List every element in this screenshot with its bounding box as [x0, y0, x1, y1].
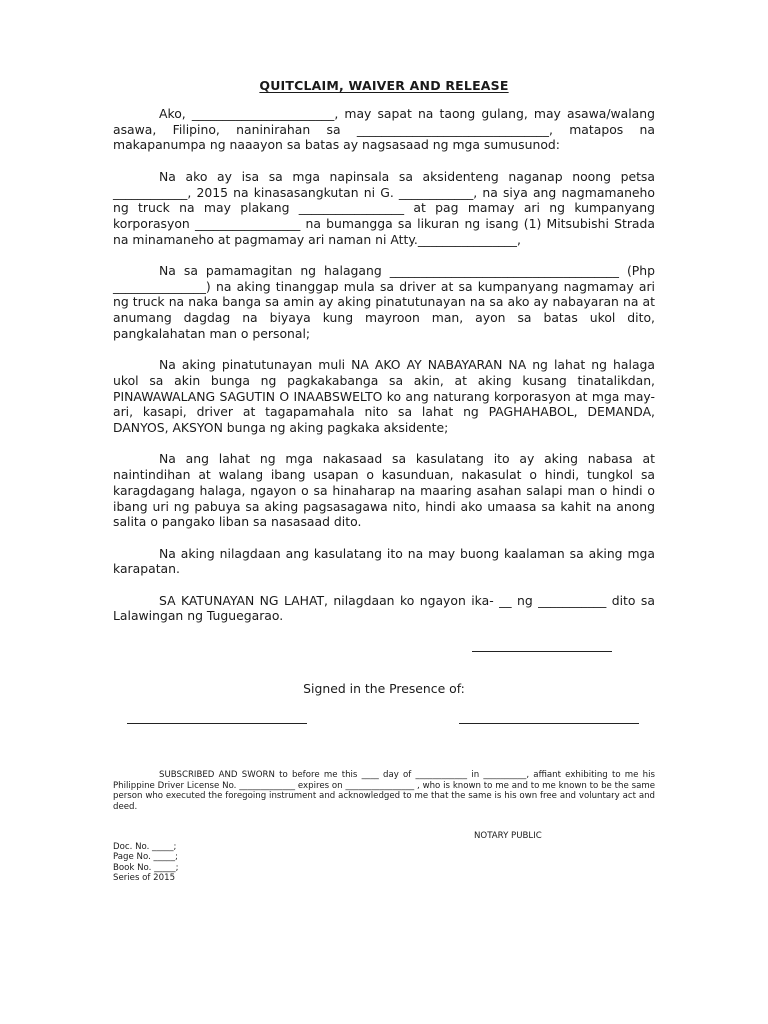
paragraph-release: Na aking pinatutunayan muli NA AKO AY NABAYARAN NA ng lahat ng halaga ukol sa akin bunga ng pagkakabanga sa akin, at aking kusang tinatalikdan, PINAWAWALANG SAGUTIN O INAABSWELTO ko ang naturang korporasyon at mga may-ari, kasapi, driver at tagapamahala nito sa lahat ng PAGHAHABOL, DEMANDA, DANYOS, AKSYON bunga ng aking pagkaka aksidente; [113, 357, 655, 436]
signed-in-presence-label: Signed in the Presence of: [303, 681, 465, 696]
paragraph-affiant: Ako, _______________________, may sapat na taong gulang, may asawa/walang asawa, Filipino, naninirahan sa _______________________________, matapos na makapanumpa ng naaayon sa batas ay nagsasaad ng mga sumusunod: [113, 106, 655, 153]
paragraph-signed: Na aking nilagdaan ang kasulatang ito na may buong kaalaman sa aking mga karapatan. [113, 545, 655, 577]
witness-signature-line-right [459, 723, 639, 724]
doc-no: Doc. No. _____; [113, 842, 177, 852]
paragraph-accident: Na ako ay isa sa mga napinsala sa aksidenteng naganap noong petsa ____________, 2015 na kinasasangkutan ni G. ____________, na siya ang nagmamaneho ng truck na may plakang _________________ at pag mamay ari ng kumpanyang korporasyon _________________ na bumangga sa likuran ng isang (1) Mitsubishi Strada na minamaneho at pagmamay ari naman ni Atty.________________, [113, 168, 655, 247]
document-title: QUITCLAIM, WAIVER AND RELEASE [259, 78, 509, 93]
paragraph-witness: SA KATUNAYAN NG LAHAT, nilagdaan ko ngayon ika- __ ng ___________ dito sa Lalawingan ng Tuguegarao. [113, 592, 655, 624]
notary-public-label: NOTARY PUBLIC [474, 831, 542, 841]
jurat-paragraph: SUBSCRIBED AND SWORN to before me this ____ day of ____________ in __________, affiant exhibiting to me his Philippine Driver License No. _____________ expires on ________________ , who is known to me and to me known to be the same person who executed the foregoing instrument and acknowledged to me that the same is his own free and voluntary act and deed. [113, 770, 655, 812]
series-year: Series of 2015 [113, 872, 176, 883]
affiant-signature-line [472, 651, 612, 652]
notarial-register [113, 842, 179, 883]
paragraph-payment: Na sa pamamagitan ng halagang _____________________________________ (Php _______________) na aking tinanggap mula sa driver at sa kumpanyang nagmamay ari ng truck na naka banga sa amin ay aking pinatutunayan na sa ako ay nabayaran na at anumang dagdag na biyaya kung mayroon man, ayon sa batas ukol dito, pangkalahatan man o personal; [113, 263, 655, 341]
paragraph-understanding: Na ang lahat ng mga nakasaad sa kasulatang ito ay aking nabasa at naintindihan at walang ibang usapan o kasunduan, nakasulat o hindi, tungkol sa karagdagang halaga, ngayon o sa hinaharap na maaring asahan salapi man o hindi o ibang uri ng pabuya sa aking pagsasagawa nito, hindi ako umaasa sa kahit na anong salita o pangako liban sa nasasaad dito. [113, 451, 655, 530]
book-no: Book No. _____; [113, 862, 179, 873]
witness-signature-line-left [127, 723, 307, 724]
page-no: Page No. _____; [113, 852, 178, 863]
document-body [113, 106, 655, 640]
